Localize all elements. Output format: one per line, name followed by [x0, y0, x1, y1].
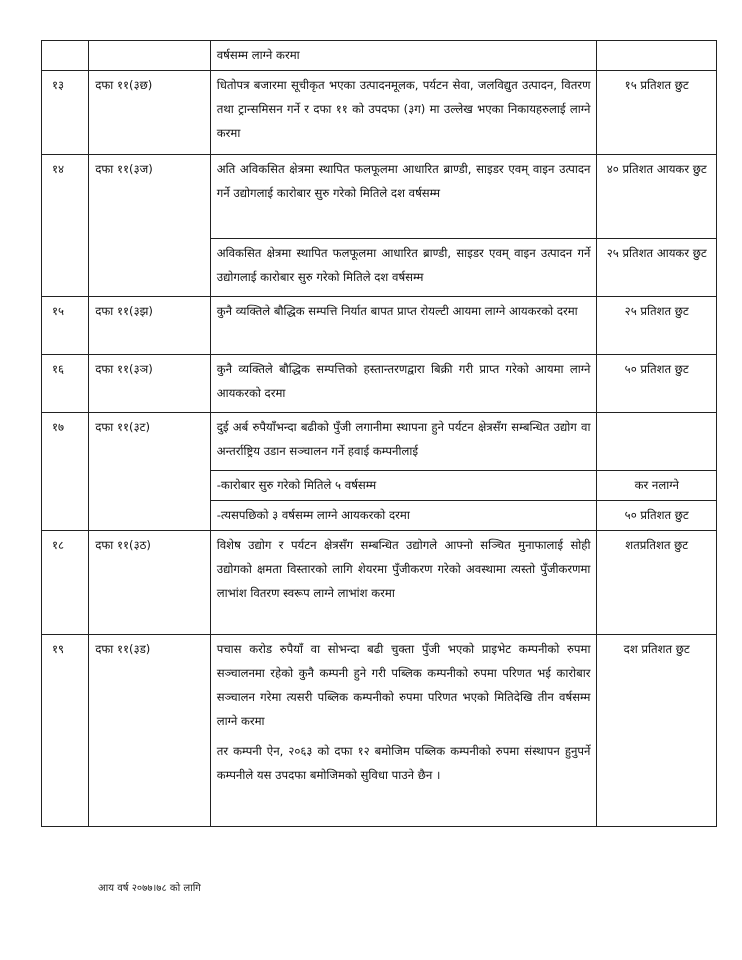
exemption-cell: २५ प्रतिशत आयकर छुट	[597, 239, 717, 297]
description-paragraph: अति अविकसित क्षेत्रमा स्थापित फलफूलमा आधारित ब्राण्डी, साइडर एवम् वाइन उत्पादन गर्ने उद्योगलाई कारोबार सुरु गरेको मितिले दश वर्षसम्म	[216, 162, 591, 200]
section-cell: दफा ११(३ञ)	[89, 355, 211, 413]
description-paragraph: दुई अर्ब रुपैयाँभन्दा बढीको पुँजी लगानीमा स्थापना हुने पर्यटन क्षेत्रसँग सम्बन्धित उद्योग वा अन्तर्राष्ट्रिय उडान सञ्चालन गर्ने हवाई कम्पनीलाई	[216, 420, 591, 458]
table-row	[42, 413, 717, 471]
description-paragraph: कुनै व्यक्तिले बौद्धिक सम्पत्तिको हस्तान्तरणद्वारा बिक्री गरी प्राप्त गरेको आयमा लाग्ने आयकरको दरमा	[216, 362, 591, 400]
description-paragraph: पचास करोड रुपैयाँ वा सोभन्दा बढी चुक्ता पुँजी भएको प्राइभेट कम्पनीको रुपमा सञ्चालनमा रहेको कुनै कम्पनी हुने गरी पब्लिक कम्पनीको रुपमा परिणत भई कारोबार सञ्चालन गरेमा त्यसरी पब्लिक कम्पनीको रुपमा परिणत भएको मितिदेखि तीन वर्षसम्म लाग्ने करमा	[216, 642, 591, 728]
serial-number-cell: १६	[42, 355, 89, 413]
section-cell: दफा ११(३ज)	[89, 155, 211, 297]
table-row	[42, 531, 717, 635]
section-cell: दफा ११(३ठ)	[89, 531, 211, 635]
description-cell	[210, 355, 597, 413]
description-paragraph: -कारोबार सुरु गरेको मितिले ५ वर्षसम्म	[216, 478, 377, 492]
serial-number-cell	[42, 41, 89, 71]
description-cell	[210, 635, 597, 827]
page-footer: आय वर्ष २०७७।७८ को लागि	[98, 883, 201, 894]
exemption-cell: ५० प्रतिशत छुट	[597, 355, 717, 413]
exemption-cell: दश प्रतिशत छुट	[597, 635, 717, 827]
exemption-cell: ४० प्रतिशत आयकर छुट	[597, 155, 717, 239]
description-paragraph: तर कम्पनी ऐन, २०६३ को दफा १२ बमोजिम पब्लिक कम्पनीको रुपमा संस्थापन हुनुपर्ने कम्पनीले यस उपदफा बमोजिमको सुविधा पाउने छैन ।	[216, 744, 591, 782]
serial-number-cell: १९	[42, 635, 89, 827]
description-cell	[210, 471, 597, 501]
description-paragraph: अविकसित क्षेत्रमा स्थापित फलफूलमा आधारित ब्राण्डी, साइडर एवम् वाइन उत्पादन गर्ने उद्योगलाई कारोबार सुरु गरेको मितिले दश वर्षसम्म	[216, 246, 591, 284]
description-cell	[210, 41, 597, 71]
table-row	[42, 297, 717, 355]
exemption-cell	[597, 41, 717, 71]
description-cell	[210, 531, 597, 635]
exemption-cell: ५० प्रतिशत छुट	[597, 501, 717, 531]
description-paragraph: वर्षसम्म लाग्ने करमा	[216, 48, 300, 62]
section-cell: दफा ११(३छ)	[89, 71, 211, 155]
description-cell	[210, 297, 597, 355]
description-paragraph: कुनै व्यक्तिले बौद्धिक सम्पत्ति निर्यात बापत प्राप्त रोयल्टी आयमा लाग्ने आयकरको दरमा	[216, 304, 578, 318]
section-cell	[89, 41, 211, 71]
section-cell: दफा ११(३ड)	[89, 635, 211, 827]
serial-number-cell: १५	[42, 297, 89, 355]
serial-number-cell: १७	[42, 413, 89, 531]
tax-exemption-table	[41, 40, 717, 827]
table-row	[42, 71, 717, 155]
table-row	[42, 155, 717, 239]
description-cell	[210, 413, 597, 471]
table-row	[42, 635, 717, 827]
description-cell	[210, 71, 597, 155]
serial-number-cell: १४	[42, 155, 89, 297]
serial-number-cell: १३	[42, 71, 89, 155]
table-row	[42, 355, 717, 413]
section-cell: दफा ११(३झ)	[89, 297, 211, 355]
exemption-cell: २५ प्रतिशत छुट	[597, 297, 717, 355]
description-cell	[210, 155, 597, 239]
exemption-cell: शतप्रतिशत छुट	[597, 531, 717, 635]
table-body	[42, 41, 717, 827]
description-paragraph: -त्यसपछिको ३ वर्षसम्म लाग्ने आयकरको दरमा	[216, 508, 410, 522]
serial-number-cell: १८	[42, 531, 89, 635]
description-cell	[210, 239, 597, 297]
description-cell	[210, 501, 597, 531]
description-paragraph: धितोपत्र बजारमा सूचीकृत भएका उत्पादनमूलक, पर्यटन सेवा, जलविद्युत उत्पादन, वितरण तथा ट्रान्समिसन गर्ने र दफा ११ को उपदफा (३ग) मा उल्लेख भएका निकायहरुलाई लाग्ने करमा	[216, 78, 591, 140]
exemption-cell: १५ प्रतिशत छुट	[597, 71, 717, 155]
exemption-cell	[597, 413, 717, 471]
section-cell: दफा ११(३ट)	[89, 413, 211, 531]
table-row	[42, 41, 717, 71]
description-paragraph: विशेष उद्योग र पर्यटन क्षेत्रसँग सम्बन्धित उद्योगले आफ्नो सञ्चित मुनाफालाई सोही उद्योगको क्षमता विस्तारको लागि शेयरमा पुँजीकरण गरेको अवस्थामा त्यस्तो पुँजीकरणमा लाभांश वितरण स्वरूप लाग्ने लाभांश करमा	[216, 538, 591, 600]
exemption-cell: कर नलाग्ने	[597, 471, 717, 501]
